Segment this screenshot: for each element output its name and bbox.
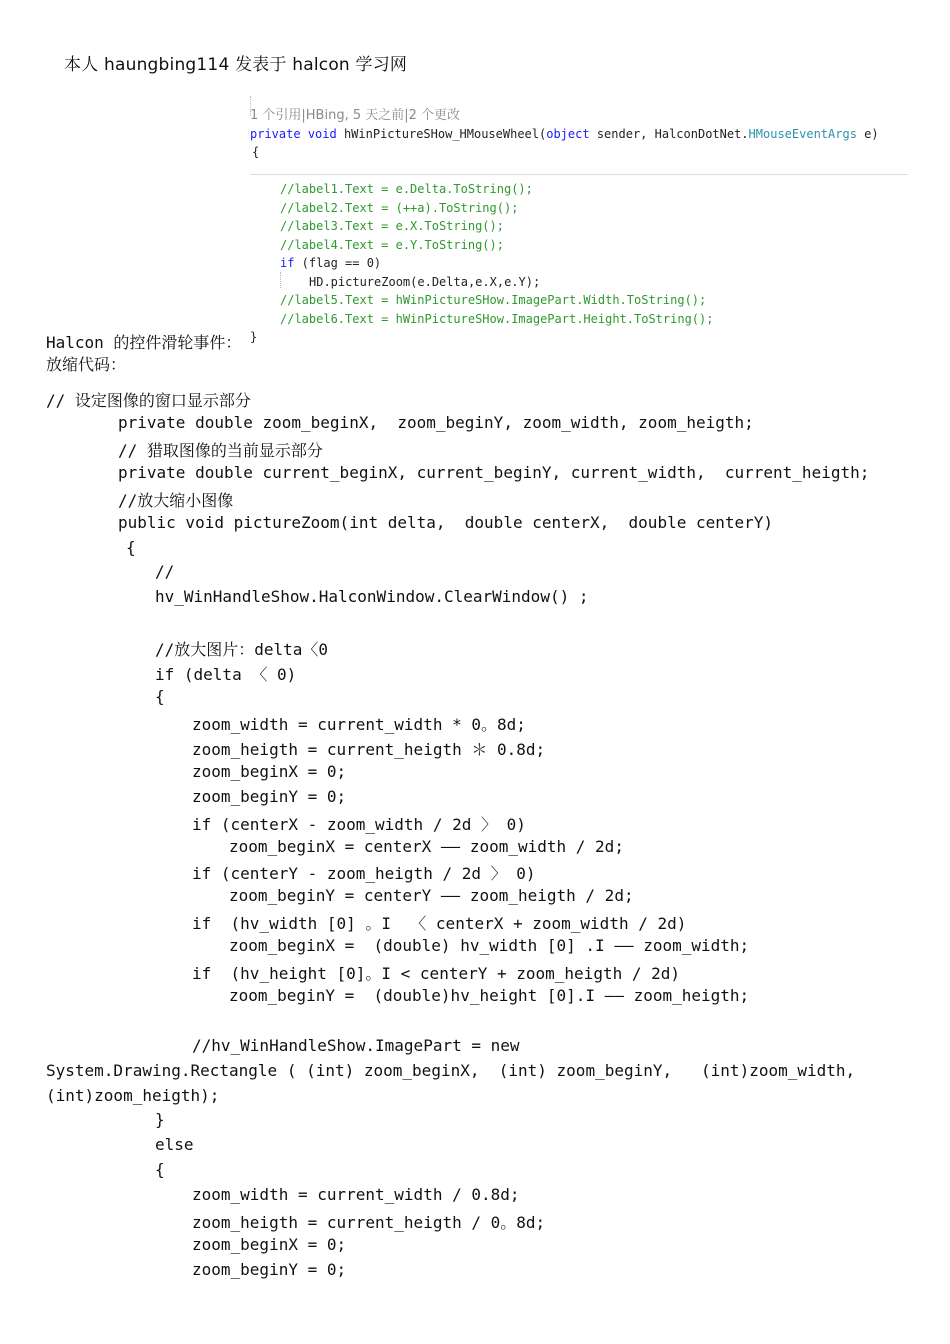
open-brace: {: [252, 145, 260, 159]
comment-line: //label2.Text = (++a).ToString();: [280, 201, 519, 215]
code-line: {: [155, 687, 165, 706]
code-line: private double current_beginX, current_beginY, current_width, current_heigth;: [118, 463, 870, 482]
code-line: if (centerY - zoom_heigth / 2d 〉 0): [192, 864, 536, 883]
signature-mid: sender, HalconDotNet.: [589, 127, 749, 141]
code-line: zoom_beginY = 0;: [192, 1260, 347, 1279]
method-call: HD.pictureZoom(e.Delta,e.X,e.Y);: [309, 275, 541, 289]
code-line: else: [155, 1135, 194, 1154]
comment-line: //label3.Text = e.X.ToString();: [280, 219, 504, 233]
code-line: }: [155, 1110, 165, 1129]
current-line-highlight: [250, 174, 908, 175]
signature-end: e): [856, 127, 879, 141]
comment-line: //label4.Text = e.Y.ToString();: [280, 238, 504, 252]
code-line: if (delta 〈 0): [155, 665, 297, 684]
type-name: HMouseEventArgs: [748, 127, 857, 141]
indent-guide: [280, 272, 281, 288]
code-line: // 猎取图像的当前显示部分: [118, 441, 323, 460]
code-line: //放大图片：delta〈0: [155, 640, 329, 659]
section-subtitle: 放缩代码：: [46, 355, 127, 374]
keyword-private: private: [250, 127, 301, 141]
code-line: if (hv_width [0] 。I 〈 centerX + zoom_width / 2d): [192, 914, 687, 933]
close-brace: }: [250, 330, 258, 344]
if-condition: (flag == 0): [294, 256, 382, 270]
code-line: zoom_beginX = 0;: [192, 762, 347, 781]
document-header: 本人 haungbing114 发表于 halcon 学习网: [64, 55, 408, 75]
code-line: if (hv_height [0]。I < centerY + zoom_heigth / 2d): [192, 964, 681, 983]
code-line: System.Drawing.Rectangle ( (int) zoom_beginX, (int) zoom_beginY, (int)zoom_width,: [46, 1061, 856, 1080]
ide-code-screenshot: [242, 96, 908, 344]
code-line: //: [155, 562, 175, 581]
if-statement: [280, 255, 381, 271]
code-line: // 设定图像的窗口显示部分: [46, 391, 251, 410]
comment-line: //label5.Text = hWinPictureSHow.ImagePart.Width.ToString();: [280, 293, 707, 307]
method-signature: [250, 126, 879, 142]
code-line: hv_WinHandleShow.HalconWindow.ClearWindow() ;: [155, 587, 589, 606]
section-title: Halcon 的控件滑轮事件：: [46, 333, 242, 352]
code-line: (int)zoom_heigth);: [46, 1086, 220, 1105]
method-name: hWinPictureSHow_HMouseWheel(: [336, 127, 547, 141]
code-line: //hv_WinHandleShow.ImagePart = new: [192, 1036, 520, 1055]
keyword-if: if: [280, 256, 295, 270]
code-line: zoom_width = current_width * 0。8d;: [192, 715, 526, 734]
code-line: zoom_beginX = (double) hv_width [0] .I —— zoom_width;: [229, 936, 750, 955]
comment-line: //label6.Text = hWinPictureSHow.ImagePart.Height.ToString();: [280, 312, 714, 326]
code-line: //放大缩小图像: [118, 491, 234, 510]
code-line: zoom_heigth = current_heigth / 0。8d;: [192, 1213, 546, 1232]
codelens-meta: 1 个引用|HBing, 5 天之前|2 个更改: [250, 108, 461, 123]
comment-line: //label1.Text = e.Delta.ToString();: [280, 182, 533, 196]
code-line: zoom_width = current_width / 0.8d;: [192, 1185, 520, 1204]
code-line: {: [155, 1160, 165, 1179]
code-line: public void pictureZoom(int delta, double centerX, double centerY): [118, 513, 774, 532]
code-line: zoom_beginX = centerX —— zoom_width / 2d;: [229, 837, 624, 856]
code-line: zoom_beginY = 0;: [192, 787, 347, 806]
code-line: if (centerX - zoom_width / 2d 〉 0): [192, 815, 526, 834]
code-line: zoom_heigth = current_heigth ＊ 0.8d;: [192, 740, 546, 759]
code-line: zoom_beginY = centerY —— zoom_heigth / 2d;: [229, 886, 634, 905]
keyword-void: void: [307, 127, 337, 141]
keyword-object: object: [546, 127, 590, 141]
code-line: {: [126, 538, 136, 557]
code-line: zoom_beginX = 0;: [192, 1235, 347, 1254]
code-line: zoom_beginY = (double)hv_height [0].I —— zoom_heigth;: [229, 986, 750, 1005]
code-line: private double zoom_beginX, zoom_beginY, zoom_width, zoom_heigth;: [118, 413, 754, 432]
